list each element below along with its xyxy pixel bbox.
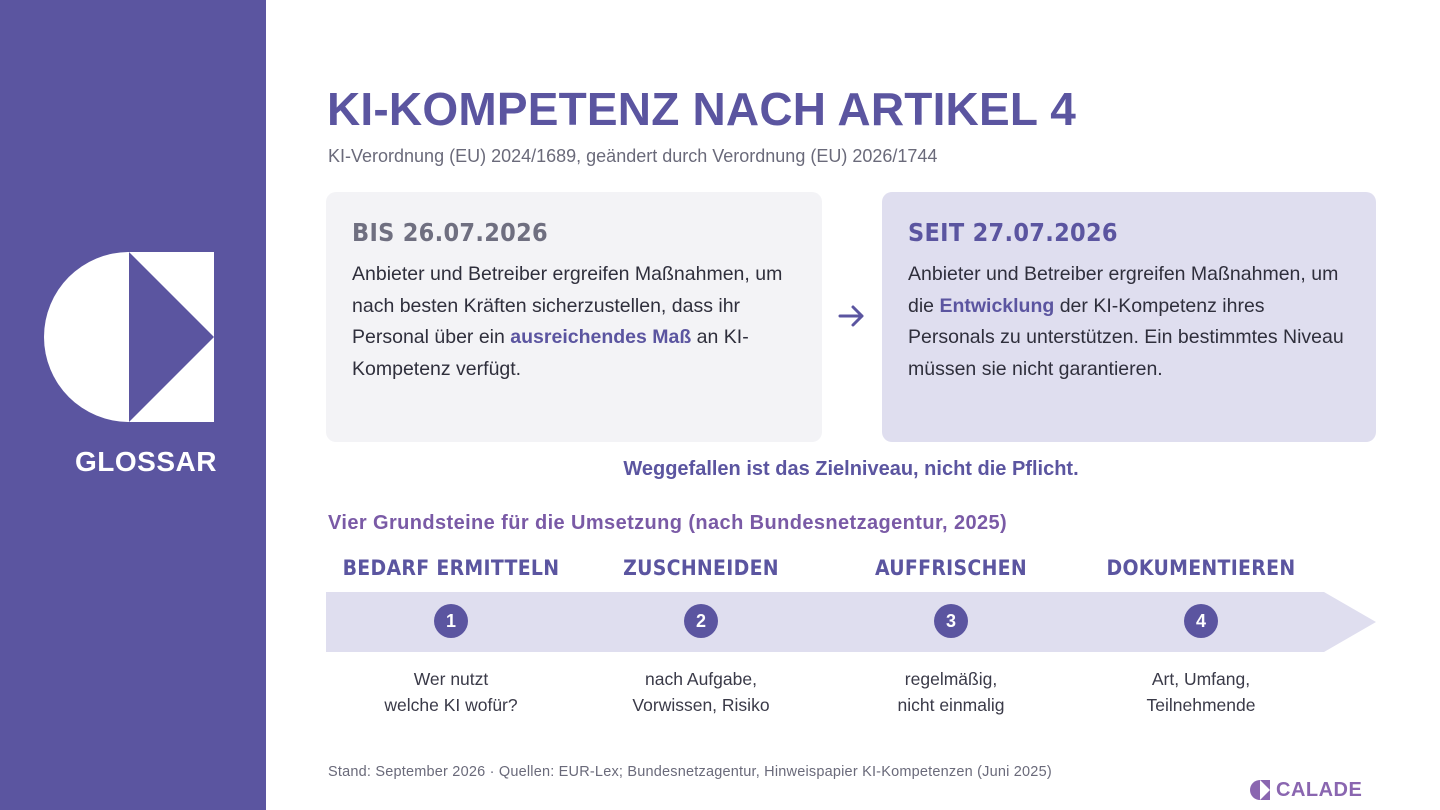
card-before-text-2: an KI-Kompetenz verfügt. (352, 326, 749, 380)
step-number-3: 3 (934, 604, 968, 638)
card-after-text (908, 259, 1350, 385)
page-title: KI-KOMPETENZ NACH ARTIKEL 4 (327, 83, 1077, 135)
sidebar (0, 0, 266, 810)
step-desc-4-line-2: Teilnehmende (1146, 695, 1256, 715)
card-after-highlight: Entwicklung (939, 294, 1055, 317)
steps-section-title: Vier Grundsteine für die Umsetzung (nach Bundesnetzagentur, 2025) (328, 512, 1008, 534)
card-after-heading: SEIT 27.07.2026 (908, 218, 1118, 247)
step-desc-3-line-1: regelmäßig, (904, 669, 998, 689)
steps-arrow-band (326, 592, 1376, 652)
card-before-highlight: ausreichendes Maß (510, 326, 692, 348)
card-after (882, 192, 1376, 442)
step-label-2: ZUSCHNEIDEN (623, 556, 779, 580)
step-number-1: 1 (434, 604, 468, 638)
step-desc-3-line-2: nicht einmalig (897, 695, 1005, 715)
step-desc-4 (1076, 666, 1326, 718)
step-desc-2-line-1: nach Aufgabe, (645, 669, 757, 689)
arrow-right-icon (838, 302, 866, 330)
tagline: Weggefallen ist das Zielniveau, nicht die Pflicht. (623, 458, 1079, 480)
step-desc-2-line-2: Vorwissen, Risiko (632, 695, 770, 715)
card-after-text-2: der KI-Kompetenz ihres Personals zu unterstützen. Ein bestimmtes Niveau müssen sie nicht garantieren. (908, 294, 1344, 380)
brand-logo (1250, 778, 1362, 802)
sidebar-label: GLOSSAR (75, 446, 217, 477)
card-after-text-1: Anbieter und Betreiber ergreifen Maßnahmen, um die (908, 263, 1339, 317)
brand-name: CALADE (1276, 778, 1363, 801)
card-before-text (352, 259, 796, 385)
step-label-3: AUFFRISCHEN (874, 556, 1027, 580)
calade-logo-icon (1250, 780, 1270, 800)
step-desc-1-line-1: Wer nutzt (413, 669, 489, 689)
step-desc-1-line-2: welche KI wofür? (384, 695, 518, 715)
step-number-2: 2 (684, 604, 718, 638)
page-subtitle: KI-Verordnung (EU) 2024/1689, geändert durch Verordnung (EU) 2026/1744 (328, 146, 938, 166)
step-desc-2 (576, 666, 826, 718)
step-label-4: DOKUMENTIEREN (1106, 556, 1296, 580)
step-desc-3 (826, 666, 1076, 718)
card-before (326, 192, 822, 442)
glossar-logo-icon (44, 252, 214, 422)
card-before-heading: BIS 26.07.2026 (352, 218, 549, 247)
step-desc-4-line-1: Art, Umfang, (1151, 669, 1251, 689)
footer-source: Stand: September 2026 · Quellen: EUR-Lex; Bundesnetzagentur, Hinweispapier KI-Kompetenzen (Juni 2025) (328, 764, 1052, 780)
step-label-1: BEDARF ERMITTELN (342, 556, 560, 580)
step-desc-1 (326, 666, 576, 718)
card-before-text-1: Anbieter und Betreiber ergreifen Maßnahmen, um nach besten Kräften sicherzustellen, dass ihr Personal über ein (352, 263, 783, 348)
step-number-4: 4 (1184, 604, 1218, 638)
